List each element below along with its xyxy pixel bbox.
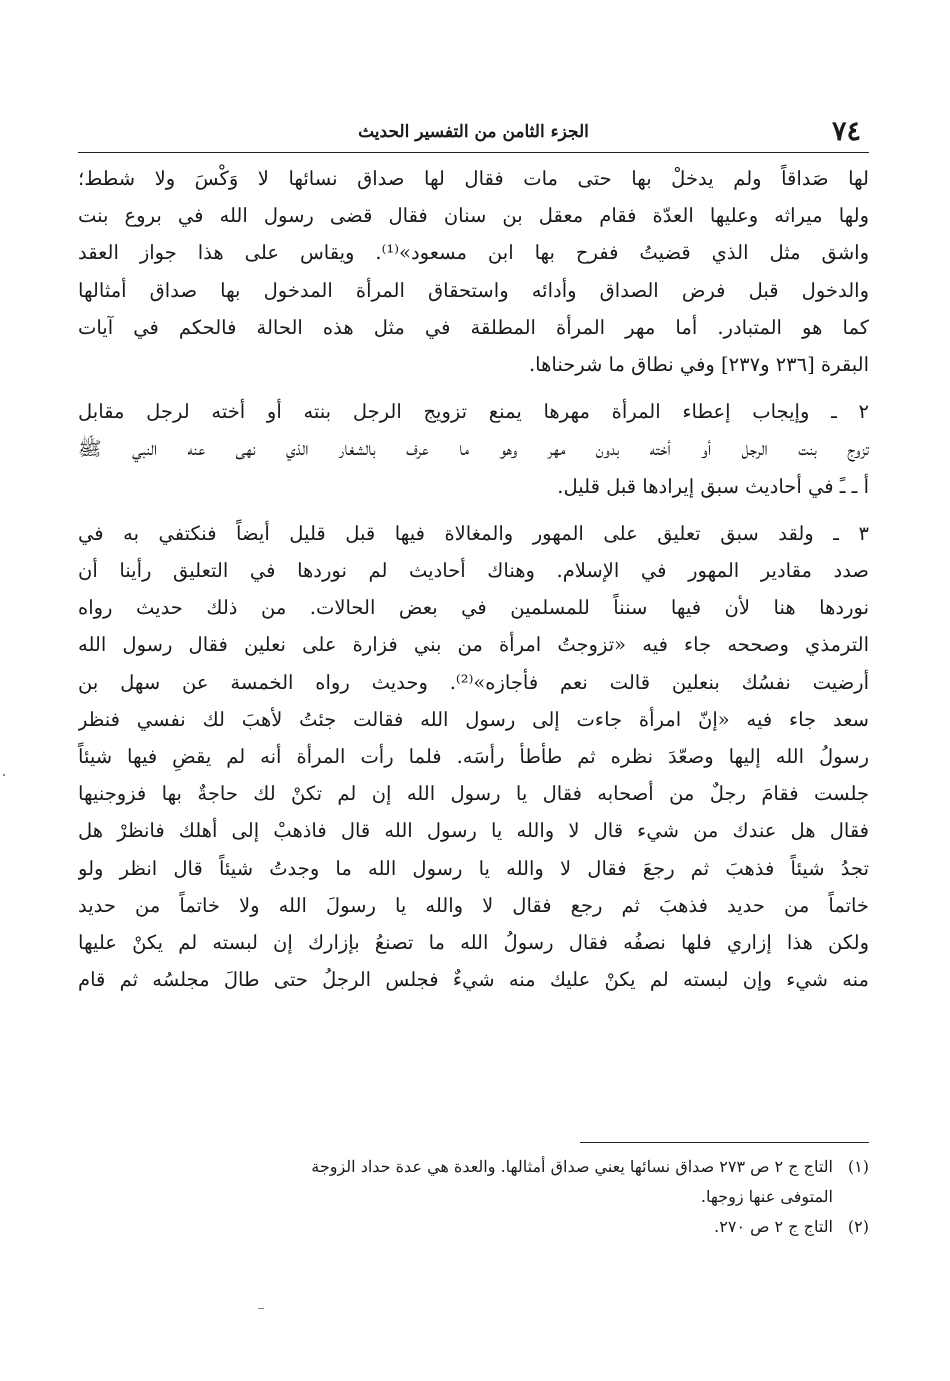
text-line: أ ـ ـً في أحاديث سبق إيرادها قبل قليل. — [557, 474, 869, 498]
page-number: ٧٤ — [831, 116, 861, 147]
text-line: منه شيء وإن لبسته لم يكنْ عليك منه شيءٌ فجلس الرجلُ حتى طالَ مجلسُه ثم قام — [78, 968, 869, 992]
paragraph-2 — [78, 393, 869, 505]
text-line: الترمذي وصححه جاء فيه «تزوجتُ امرأة من بني فزارة على نعلين فقال رسول الله — [78, 633, 869, 657]
text-line: واشق مثل الذي قضيتُ ففرح بها ابن مسعود»⁽¹⁾. ويقاس على هذا جواز العقد — [78, 241, 869, 265]
footnote-1 — [78, 1152, 869, 1212]
text-line: تزوج بنت الرجل أو أخته بدون مهر وهو ما عرف بالشغار الذي نهى عنه النبي ﷺ — [78, 437, 869, 461]
text-line: البقرة [٢٣٦ و٢٣٧] وفي نطاق ما شرحناها. — [528, 353, 869, 377]
text-line: والدخول قبل فرض الصداق وأدائه واستحقاق المرأة المدخول بها صداق أمثالها — [78, 278, 869, 302]
text-line: خاتماً من حديد فذهبَ ثم رجع فقال لا والله يا رسولَ الله ولا خاتماً من حديد — [78, 893, 869, 917]
footnote-text — [78, 1212, 833, 1242]
footnote-2 — [78, 1212, 869, 1242]
running-title: الجزء الثامن من التفسير الحديث — [358, 122, 589, 142]
text-line: سعد جاء فيه «إنّ امرأة جاءت إلى رسول الله فقالت جئتُ لأهبَ لك نفسي فنظر — [78, 707, 869, 731]
text-line: فقال هل عندك من شيء قال لا والله يا رسول الله قال فاذهبْ إلى أهلك فانظرْ هل — [78, 819, 869, 843]
text-line: لها صَداقاً ولم يدخلْ بها حتى مات فقال لها صداق نسائها لا وَكْسَ ولا شطط؛ — [78, 167, 869, 190]
text-line: جلست فقامَ رجلٌ من أصحابه فقال يا رسول الله إن لم تكنْ لك حاجةٌ بها فزوجنيها — [78, 782, 869, 806]
footnote-text — [78, 1152, 833, 1212]
scan-mark — [3, 774, 5, 776]
text-line: ٢ ـ وإيجاب إعطاء المرأة مهرها يمنع تزويج الرجل بنته أو أخته لرجل مقابل — [78, 400, 869, 424]
footnote-rule — [580, 1142, 869, 1143]
main-text — [78, 160, 869, 998]
footnote-line: التاج ج ٢ ص ٢٧٠. — [714, 1217, 833, 1236]
footnote-line: المتوفى عنها زوجها. — [700, 1187, 833, 1206]
footnote-line: التاج ج ٢ ص ٢٧٣ صداق نسائها يعني صداق أمثالها. والعدة هي عدة حداد الزوجة — [311, 1157, 833, 1176]
text-line: ولكن هذا إزاري فلها نصفُه فقال رسولُ الله ما تصنعُ بإزارك إن لبسته لم يكنْ عليها — [78, 931, 869, 955]
text-line: تجدُ شيئاً فذهبَ ثم رجعَ فقال لا والله يا رسول الله ما وجدتُ شيئاً قال انظر ولو — [78, 856, 869, 880]
text-line: كما هو المتبادر. أما مهر المرأة المطلقة في مثل هذه الحالة فالحكم في آيات — [78, 315, 869, 339]
text-line: أرضيت نفسُك بنعلين قالت نعم فأجازه»⁽²⁾. وحديث رواه الخمسة عن سهل بن — [78, 670, 869, 694]
paragraph-1 — [78, 160, 869, 383]
text-line: رسولُ الله إليها وصعّدَ نظره ثم طأطأ رأسَه. فلما رأت المرأة أنه لم يقضِ فيها شيئاً — [78, 745, 869, 769]
text-line: نوردها هنا لأن فيها سنناً للمسلمين في بعض الحالات. من ذلك حديث رواه — [78, 596, 869, 620]
text-line: ٣ ـ ولقد سبق تعليق على المهور والمغالاة فيها قبل قليل أيضاً فنكتفي به في — [78, 521, 869, 545]
footnote-number: (١) — [847, 1157, 869, 1176]
text-line: صدد مقادير المهور في الإسلام. وهناك أحاديث لم نوردها في التعليق رأينا أن — [78, 559, 869, 583]
text-line: ولها ميراثه وعليها العدّة فقام معقل بن سنان فقال قضى رسول الله في بروع بنت — [78, 204, 869, 228]
page-header — [78, 112, 869, 152]
scan-mark — [258, 1308, 264, 1309]
footnotes — [78, 1152, 869, 1242]
header-rule — [78, 152, 869, 153]
paragraph-3 — [78, 515, 869, 999]
footnote-number: (٢) — [847, 1217, 869, 1236]
